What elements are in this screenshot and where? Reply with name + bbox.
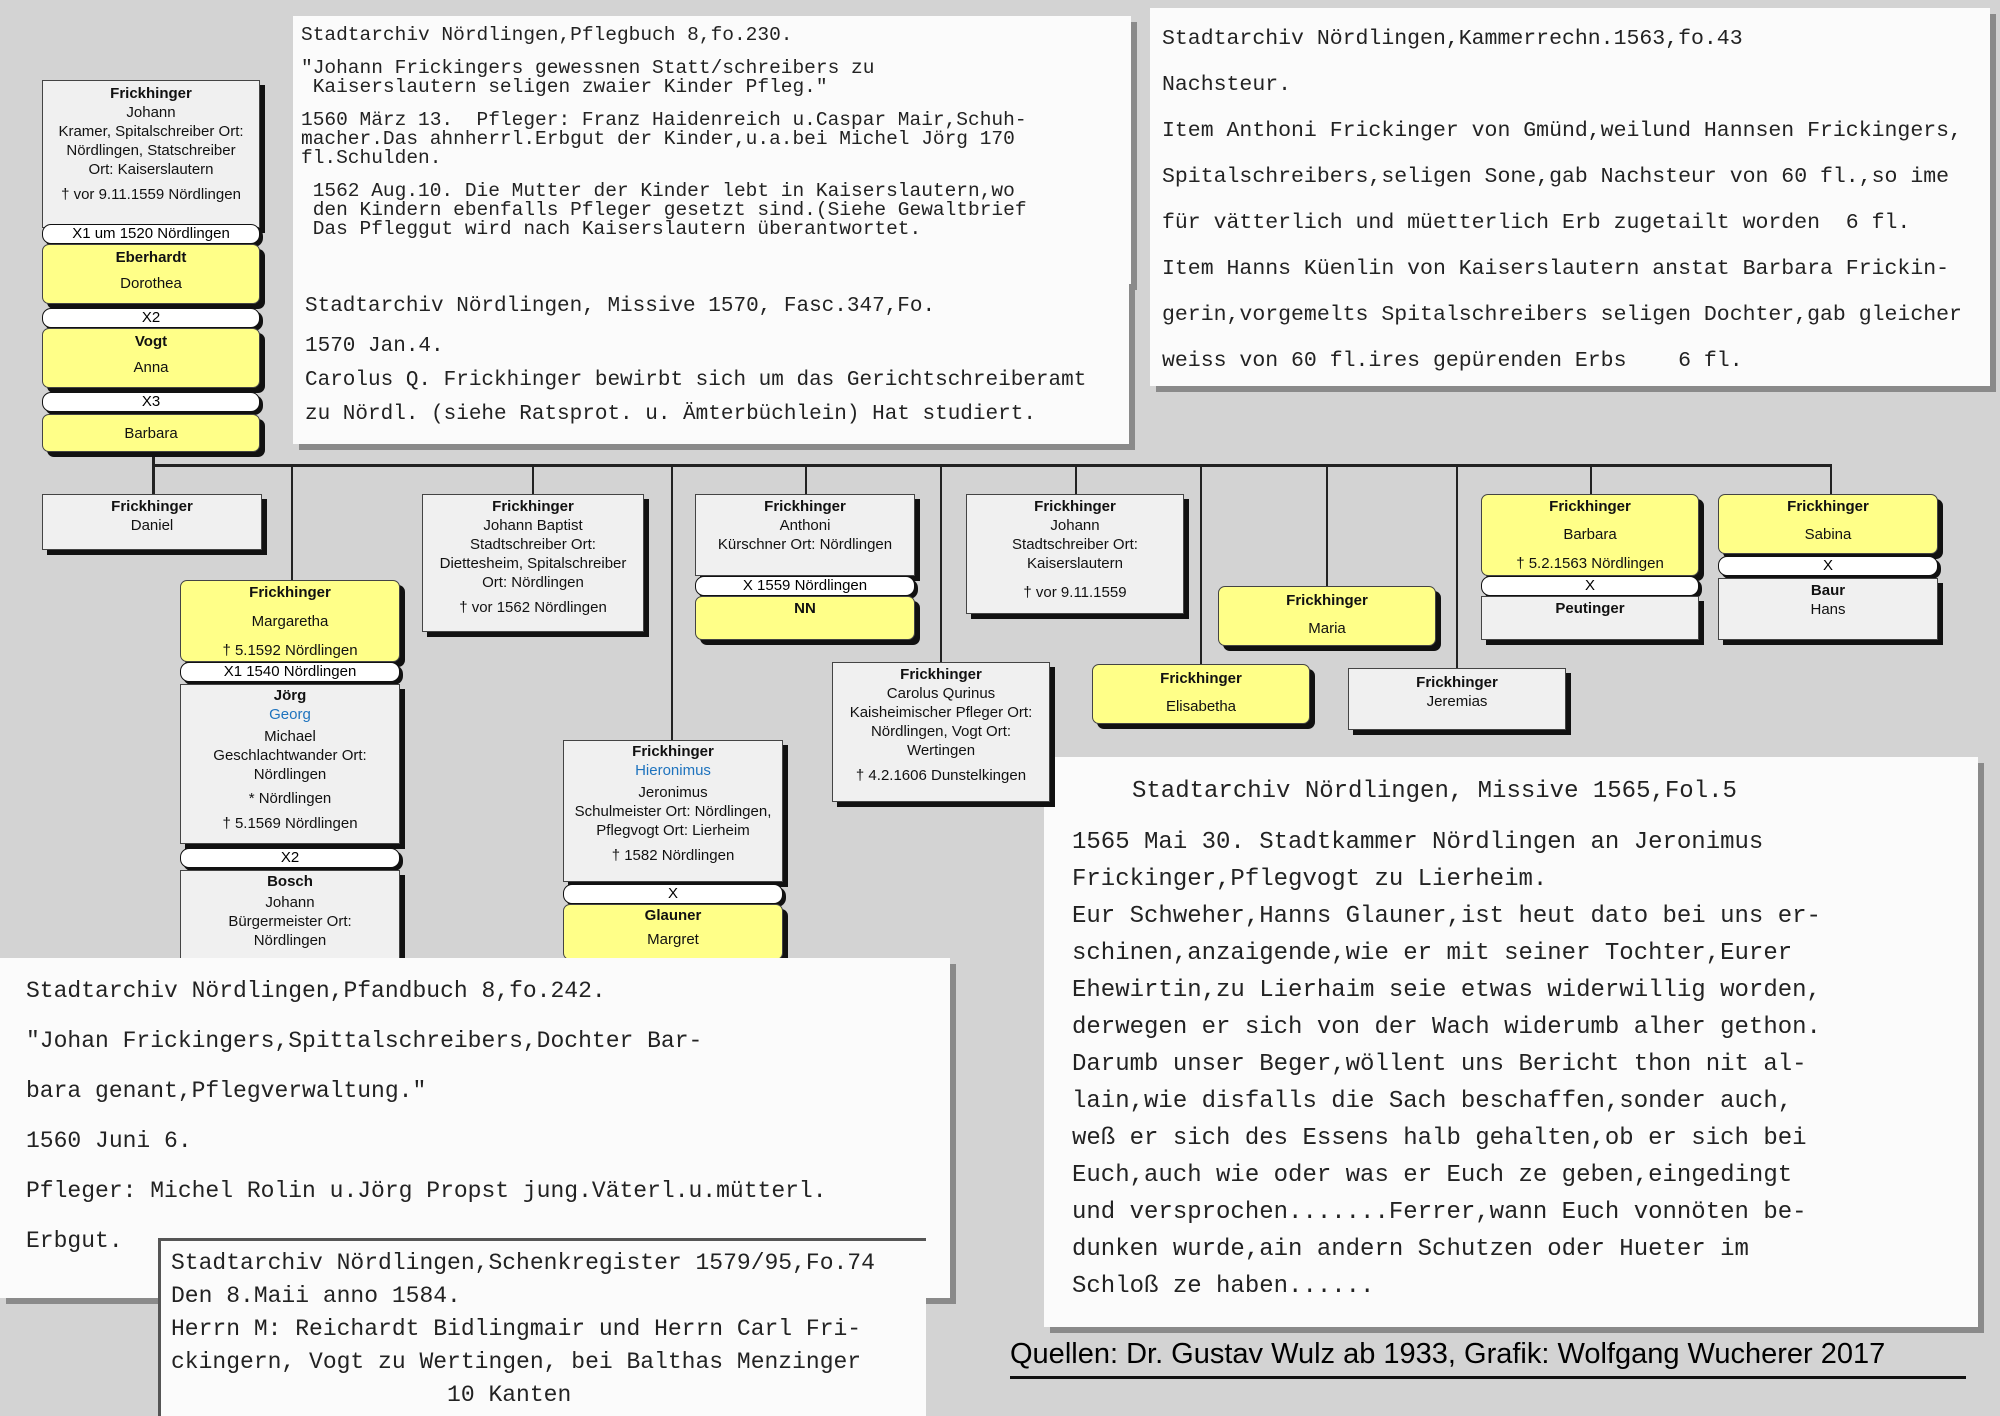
- person-card-carolus[interactable]: [832, 662, 1050, 802]
- person-surname: Vogt: [134, 333, 168, 350]
- person-surname: Frickhinger: [764, 498, 846, 515]
- doc-line: Herrn M: Reichardt Bidlingmair und Herrn Carl Fri-: [171, 1316, 862, 1342]
- person-death: † 1582 Nördlingen: [611, 847, 735, 864]
- person-detail: Wertingen: [906, 742, 976, 759]
- marriage-label: X: [1718, 556, 1938, 576]
- person-detail: Kramer, Spitalschreiber Ort:: [58, 123, 244, 140]
- doc-line: Item Hanns Küenlin von Kaiserslautern anstat Barbara Frickin-: [1162, 257, 1950, 281]
- tree-line: [1590, 464, 1592, 494]
- doc-header: Stadtarchiv Nördlingen,Schenkregister 1579/95,Fo.74: [171, 1250, 875, 1276]
- doc-line: Euch,auch wie oder was er Euch ze geben,eingedingt: [1072, 1162, 1793, 1189]
- person-surname: Frickhinger: [110, 85, 192, 102]
- doc-line: Erbgut.: [26, 1228, 123, 1254]
- person-detail: Stadtschreiber Ort:: [1012, 536, 1138, 553]
- person-card-peutinger[interactable]: [1481, 596, 1699, 640]
- marriage-label: X1 1540 Nördlingen: [180, 662, 400, 682]
- person-death: † vor 9.11.1559 Nördlingen: [61, 186, 241, 203]
- person-surname: Peutinger: [1555, 600, 1625, 617]
- person-given: Daniel: [130, 517, 174, 534]
- marriage-label: X3: [42, 392, 260, 412]
- doc-line: lain,wie disfalls die Sach beschaffen,sonder auch,: [1072, 1088, 1793, 1115]
- person-death: † 5.1592 Nördlingen: [222, 642, 358, 659]
- person-given: Hans: [1810, 601, 1846, 618]
- person-detail: Stadtschreiber Ort:: [470, 536, 596, 553]
- person-detail: Nördlingen, Vogt Ort:: [870, 723, 1012, 740]
- doc-header: Stadtarchiv Nördlingen, Missive 1570, Fasc.347,Fo.: [305, 295, 936, 318]
- person-card-hieronimus[interactable]: [563, 740, 783, 882]
- doc-header: Stadtarchiv Nördlingen,Pflegbuch 8,fo.230.: [301, 24, 793, 46]
- person-surname: Frickhinger: [1160, 670, 1242, 687]
- person-surname: Frickhinger: [1549, 498, 1631, 515]
- doc-line: fl.Schulden.: [301, 147, 442, 169]
- person-given-highlight: Georg: [269, 706, 311, 723]
- person-birth: * Nördlingen: [248, 790, 332, 807]
- person-card-barbara[interactable]: [1481, 494, 1699, 576]
- person-surname: Frickhinger: [249, 584, 331, 601]
- person-surname: Frickhinger: [632, 743, 714, 760]
- person-detail: Geschlachtwander Ort:: [213, 747, 367, 764]
- doc-line: 1565 Mai 30. Stadtkammer Nördlingen an Jeronimus: [1072, 829, 1764, 856]
- doc-line: Darumb unser Beger,wöllent uns Bericht thon nit al-: [1072, 1051, 1807, 1078]
- doc-header: Stadtarchiv Nördlingen,Kammerrechn.1563,fo.43: [1162, 27, 1743, 51]
- tree-line: [1830, 464, 1832, 494]
- doc-line: Pfleger: Michel Rolin u.Jörg Propst jung.Väterl.u.mütterl.: [26, 1178, 827, 1204]
- person-detail: Kürschner Ort: Nördlingen: [717, 536, 893, 553]
- tree-line: [671, 464, 673, 740]
- doc-line: "Johan Frickingers,Spittalschreibers,Dochter Bar-: [26, 1028, 703, 1054]
- doc-line: Item Anthoni Frickinger von Gmünd,weilund Hannsen Frickingers,: [1162, 119, 1962, 143]
- doc-line: gerin,vorgemelts Spitalschreibers seligen Dochter,gab gleicher: [1162, 303, 1962, 327]
- sources-underline: [1010, 1376, 1966, 1379]
- doc-kammerrechnung: [1150, 8, 1990, 386]
- person-card-daniel[interactable]: [42, 494, 262, 550]
- marriage-label: X2: [180, 848, 400, 868]
- doc-line: Nachsteur.: [1162, 73, 1292, 97]
- person-given: Johann: [1050, 517, 1100, 534]
- person-detail: Nördlingen: [253, 766, 327, 783]
- tree-line: [291, 464, 293, 580]
- person-card-anthoni[interactable]: [695, 494, 915, 576]
- person-card-anna[interactable]: [42, 328, 260, 388]
- doc-line: 1560 März 13. Pfleger: Franz Haidenreich u.Caspar Mair,Schuh-: [301, 109, 1027, 131]
- marriage-label: X2: [42, 308, 260, 328]
- person-surname: Frickhinger: [1787, 498, 1869, 515]
- doc-line: Den 8.Maii anno 1584.: [171, 1283, 461, 1309]
- person-card-barbara-wife[interactable]: [42, 414, 260, 452]
- person-given: Jeronimus: [638, 784, 708, 801]
- person-detail: Diettesheim, Spitalschreiber: [439, 555, 627, 572]
- person-given: Margret: [647, 931, 699, 948]
- person-given: Elisabetha: [1165, 698, 1237, 715]
- doc-line: Spitalschreibers,seligen Sone,gab Nachsteur von 60 fl.,so ime: [1162, 165, 1950, 189]
- person-given: Sabina: [1804, 526, 1852, 543]
- person-card-glauner[interactable]: [563, 904, 783, 960]
- doc-line: Schloß ze haben......: [1072, 1273, 1375, 1300]
- doc-line: Eur Schweher,Hanns Glauner,ist heut dato bei uns er-: [1072, 903, 1821, 930]
- tree-line: [1200, 464, 1202, 664]
- person-detail: Pflegvogt Ort: Lierheim: [596, 822, 750, 839]
- doc-line: Carolus Q. Frickhinger bewirbt sich um das Gerichtschreiberamt: [305, 369, 1087, 392]
- doc-header: Stadtarchiv Nördlingen,Pfandbuch 8,fo.242.: [26, 978, 606, 1004]
- doc-missive-1565: [1044, 757, 1978, 1327]
- person-given: Johann: [265, 894, 315, 911]
- person-surname: NN: [794, 600, 816, 617]
- person-surname: Frickhinger: [1416, 674, 1498, 691]
- person-death: † 5.1569 Nördlingen: [222, 815, 358, 832]
- person-card-johann-baptist[interactable]: [422, 494, 644, 632]
- tree-line: [1456, 464, 1458, 674]
- doc-line: 1560 Juni 6.: [26, 1128, 192, 1154]
- person-surname: Bosch: [267, 873, 313, 890]
- person-card-bosch[interactable]: [180, 870, 400, 966]
- person-given: Michael: [264, 728, 316, 745]
- person-detail: Kaiserslautern: [1027, 555, 1123, 572]
- doc-line: derwegen er sich von der Wach widerumb alher gethon.: [1072, 1014, 1821, 1041]
- doc-line: für vätterlich und müetterlich Erb zugetailt worden 6 fl.: [1162, 211, 1911, 235]
- person-detail: Ort: Kaiserslautern: [88, 161, 214, 178]
- tree-line: [532, 464, 534, 494]
- person-surname: Eberhardt: [115, 249, 187, 266]
- doc-line: zu Nördl. (siehe Ratsprot. u. Ämterbüchlein) Hat studiert.: [305, 403, 1036, 426]
- doc-line: weiss von 60 fl.ires gepürenden Erbs 6 fl.: [1162, 349, 1743, 373]
- person-card-jeremias[interactable]: [1348, 668, 1566, 730]
- person-card-margaretha[interactable]: [180, 580, 400, 662]
- person-card-sabina[interactable]: [1718, 494, 1938, 554]
- person-detail: Bürgermeister Ort:: [228, 913, 352, 930]
- doc-missive-1570: [293, 284, 1129, 444]
- doc-line: "Johann Frickingers gewessnen Statt/schreibers zu: [301, 57, 875, 79]
- person-given: Anthoni: [779, 517, 831, 534]
- doc-schenkregister: [158, 1238, 926, 1416]
- doc-line: schinen,anzaigende,wie er mit seiner Tochter,Eurer: [1072, 940, 1793, 967]
- doc-line: 1570 Jan.4.: [305, 335, 444, 358]
- doc-line: Ehewirtin,zu Lierhaim seie etwas widerwillig worden,: [1072, 977, 1821, 1004]
- person-given: Barbara: [124, 425, 178, 442]
- person-surname: Frickhinger: [1286, 592, 1368, 609]
- doc-line: und versprochen.......Ferrer,wann Euch vonnöten be-: [1072, 1199, 1807, 1226]
- tree-line: [805, 464, 807, 494]
- person-detail: Nördlingen, Statschreiber: [66, 142, 236, 159]
- person-surname: Baur: [1810, 582, 1846, 599]
- doc-line: 10 Kanten: [171, 1382, 572, 1408]
- doc-header: Stadtarchiv Nördlingen, Missive 1565,Fol.5: [1132, 778, 1737, 805]
- tree-line: [152, 464, 1832, 467]
- doc-line: Das Pfleggut wird nach Kaiserslautern überantwortet.: [301, 218, 922, 240]
- person-given: Maria: [1308, 620, 1346, 637]
- person-detail: Kaisheimischer Pfleger Ort:: [849, 704, 1033, 721]
- person-card-johann-2[interactable]: [966, 494, 1184, 614]
- person-surname: Glauner: [644, 907, 702, 924]
- doc-line: macher.Das ahnherrl.Erbgut der Kinder,u.a.bei Michel Jörg 170: [301, 128, 1015, 150]
- person-death: † vor 9.11.1559: [1023, 584, 1127, 601]
- person-card-maria[interactable]: [1218, 586, 1436, 646]
- tree-line: [940, 464, 942, 662]
- doc-line: Kaiserslautern seligen zwaier Kinder Pfleg.": [301, 76, 828, 98]
- marriage-label: X: [1481, 576, 1699, 596]
- person-given-highlight: Hieronimus: [635, 762, 711, 779]
- person-card-joerg[interactable]: [180, 684, 400, 844]
- person-given: Anna: [133, 359, 169, 376]
- person-given: Barbara: [1563, 526, 1617, 543]
- person-surname: Frickhinger: [492, 498, 574, 515]
- person-card-johann[interactable]: [42, 80, 260, 228]
- person-death: † 5.2.1563 Nördlingen: [1516, 555, 1664, 572]
- doc-line: dunken wurde,ain andern Schutzen oder Hueter im: [1072, 1236, 1749, 1263]
- person-detail: Ort: Nördlingen: [482, 574, 584, 591]
- marriage-label: X: [563, 884, 783, 904]
- person-surname: Frickhinger: [111, 498, 193, 515]
- tree-line: [1075, 464, 1077, 494]
- doc-line: Frickinger,Pflegvogt zu Lierheim.: [1072, 866, 1548, 893]
- person-given: Margaretha: [251, 613, 329, 630]
- sources-caption: Quellen: Dr. Gustav Wulz ab 1933, Grafik: Wolfgang Wucherer 2017: [1010, 1338, 1886, 1370]
- person-surname: Frickhinger: [1034, 498, 1116, 515]
- doc-line: bara genant,Pflegverwaltung.": [26, 1078, 427, 1104]
- person-given: Carolus Qurinus: [886, 685, 996, 702]
- person-given: Johann Baptist: [483, 517, 583, 534]
- person-death: † vor 1562 Nördlingen: [459, 599, 607, 616]
- marriage-label: X 1559 Nördlingen: [695, 576, 915, 596]
- person-detail: Nördlingen: [253, 932, 327, 949]
- person-card-baur[interactable]: [1718, 578, 1938, 640]
- doc-line: weß er sich des Essens halb gehalten,ob er sich bei: [1072, 1125, 1807, 1152]
- person-surname: Frickhinger: [900, 666, 982, 683]
- person-detail: Schulmeister Ort: Nördlingen,: [574, 803, 772, 820]
- marriage-label: X1 um 1520 Nördlingen: [42, 224, 260, 244]
- person-given: Jeremias: [1426, 693, 1488, 710]
- person-card-nn[interactable]: [695, 596, 915, 640]
- doc-line: ckingern, Vogt zu Wertingen, bei Balthas Menzinger: [171, 1349, 862, 1375]
- tree-line: [1326, 464, 1328, 586]
- person-surname: Jörg: [273, 687, 307, 704]
- person-death: † 4.2.1606 Dunstelkingen: [855, 767, 1027, 784]
- person-given: Dorothea: [120, 275, 182, 292]
- doc-line: 1562 Aug.10. Die Mutter der Kinder lebt in Kaiserslautern,wo: [301, 180, 1015, 202]
- doc-line: den Kindern ebenfalls Pfleger gesetzt sind.(Siehe Gewaltbrief: [301, 199, 1027, 221]
- person-card-elisabetha[interactable]: [1092, 664, 1310, 724]
- person-given: Johann: [126, 104, 176, 121]
- person-card-dorothea[interactable]: [42, 244, 260, 304]
- doc-pflegbuch: [293, 16, 1131, 284]
